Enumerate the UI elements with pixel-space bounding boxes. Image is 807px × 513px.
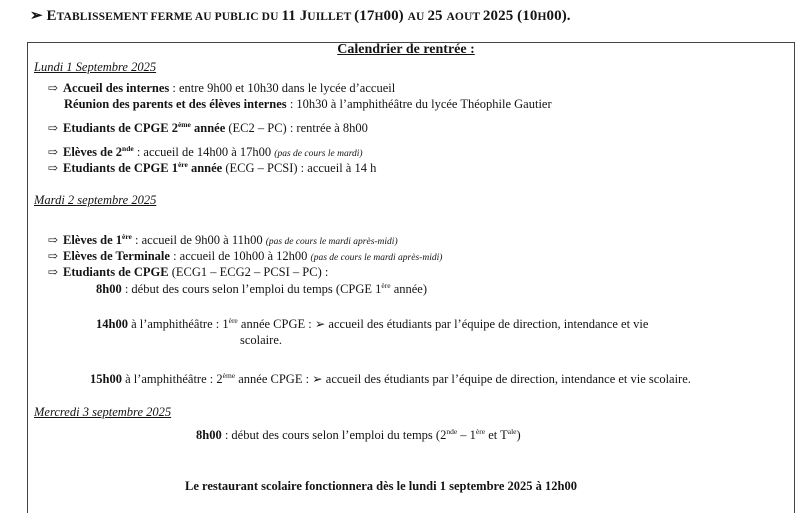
right-arrow-icon: ⇨ <box>48 249 59 263</box>
right-arrow-icon: ⇨ <box>48 265 59 279</box>
list-item: Réunion des parents et des élèves internes : 10h30 à l’amphithéâtre du lycée Théophile Gautier <box>64 97 552 111</box>
list-item: ⇨ Etudiants de CPGE (ECG1 – ECG2 – PCSI – PC) : <box>48 265 329 279</box>
day-heading-wednesday: Mercredi 3 septembre 2025 <box>34 405 172 419</box>
list-item: ⇨ Accueil des internes : entre 9h00 et 10h30 dans le lycée d’accueil <box>48 81 396 95</box>
right-arrow-icon: ⇨ <box>48 233 59 247</box>
list-item: ⇨ Elèves de 1ère : accueil de 9h00 à 11h00 (pas de cours le mardi après-midi) <box>48 232 398 247</box>
list-item: 14h00 à l’amphithéâtre : 1ère année CPGE : ➢ accueil des étudiants par l’équipe de direction, intendance et vie <box>96 316 649 331</box>
right-arrow-icon: ⇨ <box>48 81 59 95</box>
list-item: ⇨ Etudiants de CPGE 1ère année (ECG – PCSI) : accueil à 14 h <box>48 160 377 175</box>
calendar-title: Calendrier de rentrée : <box>337 42 475 57</box>
list-item: 15h00 à l’amphithéâtre : 2ème année CPGE : ➢ accueil des étudiants par l’équipe de direction, intendance et vie scolaire. <box>90 371 691 386</box>
restaurant-notice: Le restaurant scolaire fonctionnera dès le lundi 1 septembre 2025 à 12h00 <box>185 479 577 493</box>
arrowhead-icon: ➢ <box>30 8 43 24</box>
right-arrow-icon: ⇨ <box>48 161 59 175</box>
list-item: 8h00 : début des cours selon l’emploi du temps (2nde – 1ère et $T^{ale}$) <box>196 427 521 442</box>
list-item: scolaire. <box>240 333 282 347</box>
day-heading-tuesday: Mardi 2 septembre 2025 <box>34 193 157 207</box>
day-heading-monday: Lundi 1 Septembre 2025 <box>34 60 157 74</box>
closure-notice: ➢ ETABLISSEMENT FERME AU PUBLIC DU 11 JUILLET (17H00) AU 25 AOUT 2025 (10H00). <box>30 8 571 24</box>
calendar-title-box <box>324 42 488 60</box>
list-item: 8h00 : début des cours selon l’emploi du temps (CPGE 1ère année) <box>96 281 427 296</box>
list-item: ⇨ Elèves de Terminale : accueil de 10h00 à 12h00 (pas de cours le mardi après-midi) <box>48 249 443 263</box>
right-arrow-icon: ⇨ <box>48 145 59 159</box>
right-arrow-icon: ⇨ <box>48 121 59 135</box>
list-item: ⇨ Etudiants de CPGE 2ème année (EC2 – PC) : rentrée à 8h00 <box>48 120 368 135</box>
list-item: ⇨ Elèves de 2nde : accueil de 14h00 à 17h00 (pas de cours le mardi) <box>48 144 363 159</box>
